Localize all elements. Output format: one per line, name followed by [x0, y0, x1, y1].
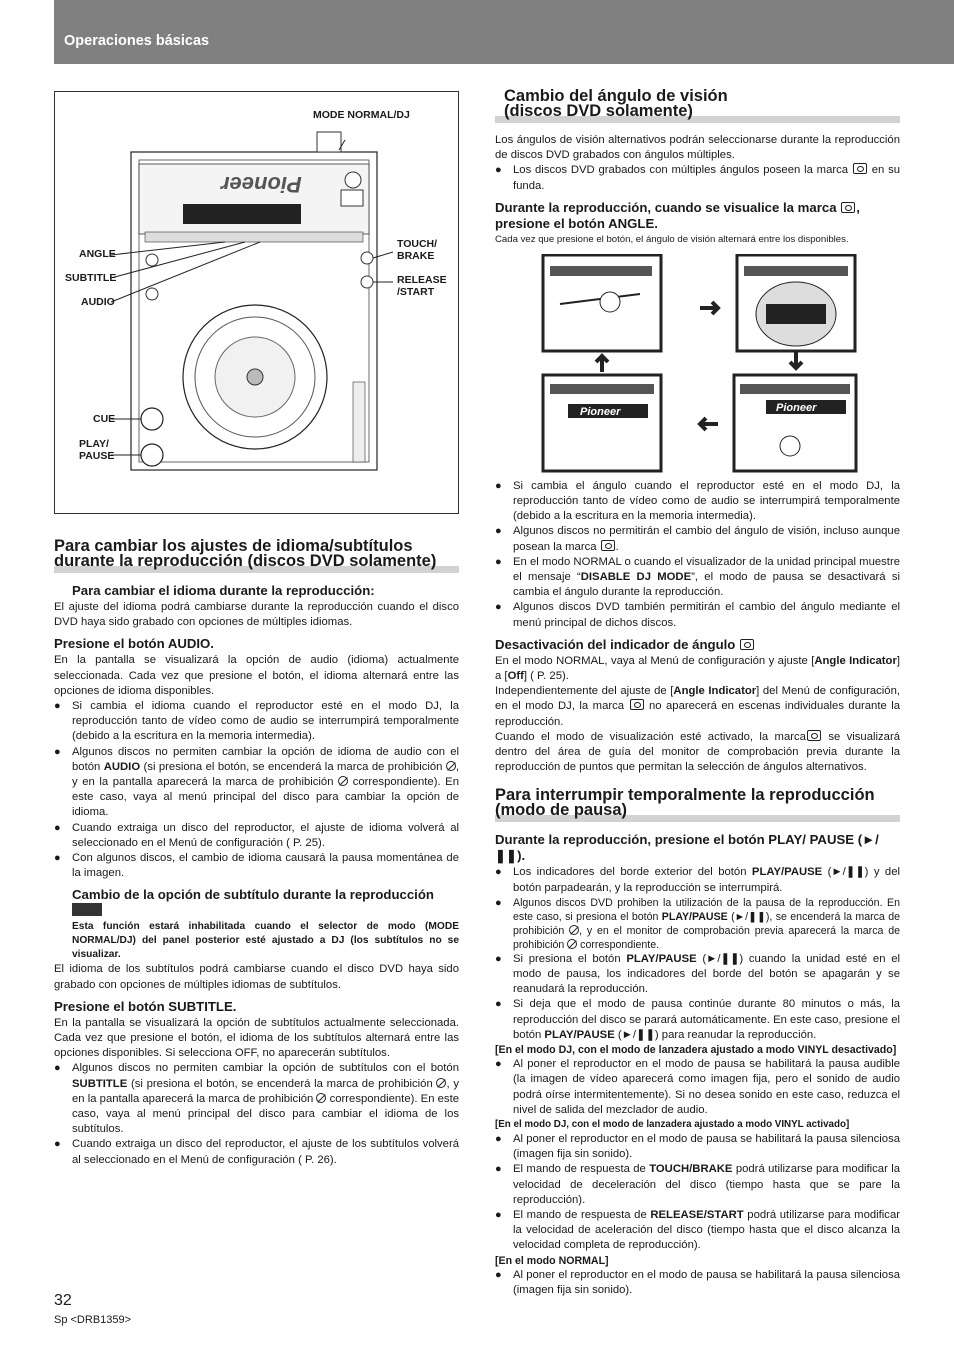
- angle-example-images: [540, 254, 870, 474]
- section-header-bar: [54, 0, 954, 64]
- angle-section-heading: Cambio del ángulo de visión (discos DVD solamente): [495, 86, 900, 123]
- list-item: ● Cuando extraiga un disco del reproductor, el ajuste de idioma volverá al seleccionado en el Menú de configuración ( P. 25).: [54, 821, 459, 851]
- angle-button-heading: Durante la reproducción, cuando se visualice la marca , presione el botón ANGLE.: [495, 199, 860, 231]
- angle-icon: [853, 163, 867, 174]
- dj-vinyl-on-heading: [En el modo DJ, con el modo de lanzadera ajustado a modo VINYL activado]: [495, 1118, 850, 1130]
- angle-indicator-text-2: Independientemente del ajuste de [Angle Indicator] del Menú de configuración, en el modo DJ, la marca no aparecerá en escenas individuales durante la reproducción.: [495, 685, 900, 728]
- player-illustration: [55, 92, 460, 515]
- language-section-heading: Para cambiar los ajustes de idioma/subtítulos durante la reproducción (discos DVD solamente): [54, 536, 459, 573]
- angle-intro: Los ángulos de visión alternativos podrán seleccionarse durante la reproducción de discos DVD grabados con ángulos múltiples.: [495, 134, 900, 162]
- list-item: ● Algunos discos no permiten cambiar la opción de idioma de audio con el botón AUDIO (si presiona el botón, se encenderá la marca de prohibición , y en la pantalla aparecerá la marca de prohibición correspondiente). En este caso, vaya al menú principal del disco para cambiar la opción de idioma.: [54, 745, 459, 821]
- angle-icon: [807, 730, 821, 741]
- pioneer-sign-2: Pioneer: [776, 402, 817, 414]
- prohibit-icon: [446, 761, 456, 771]
- normal-mode-icon: [72, 903, 102, 916]
- subtitle-notes-list: [54, 1061, 459, 1167]
- audio-notes-list: [54, 699, 459, 881]
- pause-heading: Durante la reproducción, presione el botón PLAY/ PAUSE (►/❚❚).: [495, 832, 879, 864]
- subtitle-text: En la pantalla se visualizará la opción de subtítulos actualmente seleccionada. Cada vez que presione el botón, el idioma de los subtítulos alternará entre las opciones disponibles. Si selecciona OFF, no aparecerán subtítulos.: [54, 1016, 459, 1060]
- angle-notes-list: [495, 479, 900, 631]
- prohibit-icon: [338, 776, 348, 786]
- left-column: [54, 536, 459, 1168]
- label-audio: AUDIO: [81, 296, 115, 308]
- list-item: ● Algunos discos no permiten cambiar la opción de subtítulos con el botón SUBTITLE (si presiona el botón, se encenderá la marca de prohibición , y en la pantalla aparecerá la marca de prohibición correspondiente). En este caso, vaya al menú principal del disco para cambiar el idioma de los subtítulos.: [54, 1061, 459, 1137]
- prohibit-icon: [569, 925, 579, 935]
- list-item: ● Si presiona el botón PLAY/PAUSE (►/❚❚) cuando la unidad esté en el modo de pausa, los indicadores del borde del botón se apagarán y se reanudará la reproducción.: [495, 952, 900, 998]
- list-item: ● Si deja que el modo de pausa continúe durante 80 minutos o más, la reproducción del disco se parará automáticamente. En este caso, presione el botón PLAY/PAUSE (►/❚❚) para reanudar la reproducción.: [495, 997, 900, 1043]
- angle-icon: [841, 202, 855, 213]
- prohibit-icon: [567, 939, 577, 949]
- list-item: ● Con algunos discos, el cambio de idioma causará la pausa momentánea de la imagen.: [54, 851, 459, 881]
- subtitle-button-heading: Presione el botón SUBTITLE.: [54, 998, 237, 1014]
- doc-code: Sp <DRB1359>: [54, 1314, 132, 1326]
- angle-caption: Cada vez que presione el botón, el ángulo de visión alternará entre los disponibles.: [495, 233, 849, 245]
- list-item: ● Al poner el reproductor en el modo de pausa se habilitará la pausa silenciosa (imagen fija sin sonido).: [495, 1132, 900, 1162]
- list-item: ● El mando de respuesta de TOUCH/BRAKE podrá utilizarse para modificar la velocidad de deceleración del disco (tiempo hasta que se pare la reproducción).: [495, 1162, 900, 1208]
- list-item: ● El mando de respuesta de RELEASE/START podrá utilizarse para modificar la velocidad de aceleración del disco (tiempo hasta que el disco alcanza la velocidad completa de reproducción).: [495, 1208, 900, 1254]
- list-item: ● Al poner el reproductor en el modo de pausa se habilitará la pausa silenciosa (imagen fija sin sonido).: [495, 1268, 900, 1298]
- list-item: ● Los indicadores del borde exterior del botón PLAY/PAUSE (►/❚❚) y del botón parpadearán, y la reproducción se interrumpirá.: [495, 865, 900, 895]
- subtitle-intro: El idioma de los subtítulos podrá cambiarse cuando el disco DVD haya sido grabado con opciones de múltiples idiomas de subtítulos.: [54, 963, 459, 991]
- angle-mark-list: [495, 163, 900, 193]
- angle-indicator-text-3: Cuando el modo de visualización esté activado, la marca se visualizará dentro del área de guía del monitor de comprobación previa durante la reproducción de puntos que permitan la selección de ángulos alternativos.: [495, 730, 900, 774]
- label-release-start: RELEASE /START: [397, 274, 447, 298]
- list-item: ● Cuando extraiga un disco del reproductor, el ajuste de los subtítulos volverá al seleccionado en el Menú de configuración ( P. 26).: [54, 1137, 459, 1167]
- list-item: ● Algunos discos no permitirán el cambio del ángulo de visión, incluso aunque posean la marca .: [495, 524, 900, 554]
- language-change-heading: Para cambiar el idioma durante la reproducción:: [72, 583, 375, 598]
- list-item: ● Si cambia el idioma cuando el reproductor esté en el modo DJ, la reproducción tanto de vídeo como de audio se interrumpirá temporalmente (debido a la escritura en la memoria intermedia).: [54, 699, 459, 745]
- player-illustration-box: [54, 91, 459, 514]
- list-item: ● Algunos discos DVD prohiben la utilización de la pausa de la reproducción. En este caso, si presiona el botón PLAY/PAUSE (►/❚❚), se encenderá la marca de prohibición , y en el monitor de comprobación previa aparecerá la marca de prohibición correspondiente.: [495, 896, 900, 952]
- pause-section-heading: Para interrumpir temporalmente la reproducción (modo de pausa): [495, 785, 900, 822]
- list-item: ● Al poner el reproductor en el modo de pausa se habilitará la pausa audible (la imagen de vídeo aparecerá como imagen fija, pero el sonido de audio podrá oírse intermitentemente). Si no desea sonido en este caso, reduzca el nivel de salida del mezclador de audio.: [495, 1057, 900, 1118]
- pause-notes-list: [495, 865, 900, 1043]
- audio-button-heading: Presione el botón AUDIO.: [54, 636, 214, 652]
- list-item: ● Los discos DVD grabados con múltiples ángulos poseen la marca en su funda.: [495, 163, 900, 193]
- label-touch-brake: TOUCH/ BRAKE: [397, 238, 438, 262]
- subtitle-note: Esta función estará inhabilitada cuando el selector de modo (MODE NORMAL/DJ) del panel posterior esté ajustado a DJ (los subtítulos no se visualizar.: [72, 921, 459, 961]
- language-intro: El ajuste del idioma podrá cambiarse durante la reproducción cuando el disco DVD haya sido grabado con opciones de múltiples idiomas.: [54, 601, 459, 629]
- normal-mode-heading: [En el modo NORMAL]: [495, 1254, 609, 1267]
- list-item: ● Algunos discos DVD también permitirán el cambio del ángulo mediante el menú principal de dichos discos.: [495, 600, 900, 630]
- brand-logo: Pioneer: [221, 172, 302, 197]
- angle-icon: [740, 639, 754, 650]
- dj-vinyl-off-heading: [En el modo DJ, con el modo de lanzadera ajustado a modo VINYL desactivado]: [495, 1044, 897, 1057]
- normal-mode-list: [495, 1268, 900, 1298]
- angle-images-svg: [540, 254, 870, 474]
- angle-icon: [630, 699, 644, 710]
- prohibit-icon: [436, 1078, 446, 1088]
- vinyl-on-list: [495, 1132, 900, 1254]
- subtitle-change-heading: Cambio de la opción de subtítulo durante la reproducción: [72, 887, 459, 919]
- page-number: 32: [54, 1292, 72, 1309]
- angle-icon: [601, 540, 615, 551]
- list-item: ● Si cambia el ángulo cuando el reproductor esté en el modo DJ, la reproducción tanto de vídeo como de audio se interrumpirá temporalmente (debido a la escritura en la memoria intermedia).: [495, 479, 900, 525]
- section-title: Operaciones básicas: [64, 33, 210, 49]
- angle-indicator-heading: Desactivación del indicador de ángulo: [495, 637, 900, 653]
- label-cue: CUE: [93, 413, 116, 425]
- label-subtitle: SUBTITLE: [65, 272, 117, 284]
- pioneer-sign-1: Pioneer: [580, 406, 621, 418]
- label-mode: MODE NORMAL/DJ: [313, 109, 410, 121]
- list-item: ● En el modo NORMAL o cuando el visualizador de la unidad principal muestre el mensaje “DISABLE DJ MODE”, el modo de pausa se desactivará si cambia el ángulo durante la reproducción.: [495, 555, 900, 601]
- angle-indicator-text-1: En el modo NORMAL, vaya al Menú de configuración y ajuste [Angle Indicator] a [Off] ( P. 25).: [495, 654, 900, 683]
- vinyl-off-list: [495, 1057, 900, 1118]
- prohibit-icon: [316, 1093, 326, 1103]
- label-play-pause: PLAY/ PAUSE: [79, 438, 115, 462]
- label-angle: ANGLE: [79, 248, 116, 260]
- audio-text: En la pantalla se visualizará la opción de audio (idioma) actualmente seleccionada. Cada vez que presione el botón, el idioma alternará entre las opciones de idioma disponibles.: [54, 654, 459, 697]
